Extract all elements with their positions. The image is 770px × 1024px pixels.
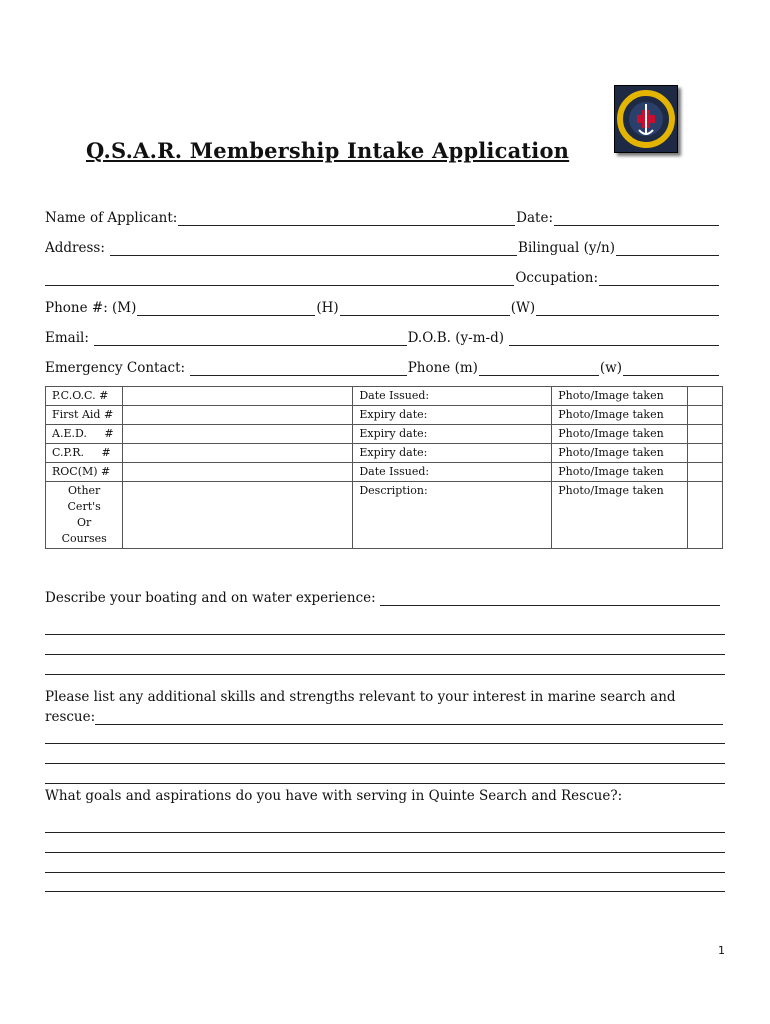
table-row bbox=[46, 387, 723, 406]
skills-answer-line[interactable] bbox=[45, 743, 725, 744]
skills-answer-line[interactable] bbox=[95, 710, 723, 725]
other-photo-cell: Photo/Image taken bbox=[552, 482, 688, 549]
cert-date-cell[interactable]: Date Issued: bbox=[353, 387, 552, 406]
other-description-cell[interactable]: Description: bbox=[353, 482, 552, 549]
email-field[interactable] bbox=[94, 331, 407, 346]
cert-photo-check-cell[interactable] bbox=[687, 406, 722, 425]
cert-photo-check-cell[interactable] bbox=[687, 463, 722, 482]
other-line1: Other bbox=[68, 484, 101, 497]
address-label: Address: bbox=[45, 240, 105, 256]
cert-number-cell[interactable] bbox=[123, 387, 353, 406]
boating-answer-line[interactable] bbox=[45, 654, 725, 655]
qsar-logo bbox=[614, 85, 678, 153]
skills-answer-line[interactable] bbox=[45, 763, 725, 764]
cert-photo-cell: Photo/Image taken bbox=[552, 463, 688, 482]
emergency-phone-m-label: Phone (m) bbox=[407, 360, 478, 376]
phone-home-label: (H) bbox=[316, 300, 339, 316]
cert-photo-cell: Photo/Image taken bbox=[552, 387, 688, 406]
bilingual-label: Bilingual (y/n) bbox=[518, 240, 615, 256]
emergency-phone-m-field[interactable] bbox=[479, 361, 599, 376]
phone-home-field[interactable] bbox=[340, 301, 510, 316]
address-line2-field[interactable] bbox=[45, 271, 514, 286]
applicant-name-row bbox=[45, 206, 720, 226]
cert-date-cell[interactable]: Expiry date: bbox=[353, 406, 552, 425]
page-title: Q.S.A.R. Membership Intake Application bbox=[86, 138, 570, 163]
table-row bbox=[46, 406, 723, 425]
table-row bbox=[46, 425, 723, 444]
table-row-other bbox=[46, 482, 723, 549]
address-field[interactable] bbox=[110, 241, 517, 256]
skills-question-label: rescue: bbox=[45, 709, 96, 725]
emergency-contact-label: Emergency Contact: bbox=[45, 360, 186, 376]
table-row bbox=[46, 444, 723, 463]
cert-photo-check-cell[interactable] bbox=[687, 387, 722, 406]
cert-photo-check-cell[interactable] bbox=[687, 425, 722, 444]
cert-name-cell: First Aid # bbox=[46, 406, 123, 425]
goals-answer-line[interactable] bbox=[45, 891, 725, 892]
applicant-name-label: Name of Applicant: bbox=[45, 210, 178, 226]
goals-answer-line[interactable] bbox=[45, 872, 725, 873]
address-row bbox=[45, 236, 720, 256]
phone-mobile-field[interactable] bbox=[137, 301, 315, 316]
phone-row bbox=[45, 296, 720, 316]
other-line4: Courses bbox=[61, 532, 107, 545]
cert-number-cell[interactable] bbox=[123, 444, 353, 463]
boating-question bbox=[45, 590, 720, 606]
cert-number-cell[interactable] bbox=[123, 463, 353, 482]
cert-name-cell: ROC(M) # bbox=[46, 463, 123, 482]
date-field[interactable] bbox=[554, 211, 719, 226]
occupation-field[interactable] bbox=[599, 271, 719, 286]
cert-date-cell[interactable]: Expiry date: bbox=[353, 444, 552, 463]
dob-field[interactable] bbox=[509, 331, 719, 346]
emergency-contact-field[interactable] bbox=[190, 361, 407, 376]
emergency-phone-w-label: (w) bbox=[599, 360, 622, 376]
cert-number-cell[interactable] bbox=[123, 406, 353, 425]
dob-label: D.O.B. (y-m-d) bbox=[407, 330, 504, 346]
phone-work-field[interactable] bbox=[536, 301, 719, 316]
skills-question-line1: Please list any additional skills and strengths relevant to your interest in marine search and bbox=[45, 689, 676, 705]
cert-photo-check-cell[interactable] bbox=[687, 444, 722, 463]
cert-name-cell: P.C.O.C. # bbox=[46, 387, 123, 406]
other-photo-check-cell[interactable] bbox=[687, 482, 722, 549]
boating-question-label: Describe your boating and on water experience: bbox=[45, 590, 376, 606]
email-row bbox=[45, 326, 720, 346]
boating-answer-line[interactable] bbox=[45, 674, 725, 675]
address-occupation-row bbox=[45, 266, 720, 286]
bilingual-field[interactable] bbox=[616, 241, 719, 256]
phone-mobile-label: Phone #: (M) bbox=[45, 300, 137, 316]
phone-work-label: (W) bbox=[510, 300, 536, 316]
page-number: 1 bbox=[718, 944, 725, 957]
table-row bbox=[46, 463, 723, 482]
goals-question: What goals and aspirations do you have with serving in Quinte Search and Rescue?: bbox=[45, 788, 623, 804]
boating-answer-line[interactable] bbox=[380, 591, 720, 606]
cert-number-cell[interactable] bbox=[123, 425, 353, 444]
email-label: Email: bbox=[45, 330, 89, 346]
goals-answer-line[interactable] bbox=[45, 832, 725, 833]
cert-name-cell: C.P.R. # bbox=[46, 444, 123, 463]
cert-name-cell: A.E.D. # bbox=[46, 425, 123, 444]
other-cert-name-cell[interactable] bbox=[123, 482, 353, 549]
cert-photo-cell: Photo/Image taken bbox=[552, 406, 688, 425]
occupation-label: Occupation: bbox=[515, 270, 598, 286]
skills-answer-line[interactable] bbox=[45, 783, 725, 784]
boating-answer-line[interactable] bbox=[45, 634, 725, 635]
cert-date-cell[interactable]: Expiry date: bbox=[353, 425, 552, 444]
cert-date-cell[interactable]: Date Issued: bbox=[353, 463, 552, 482]
skills-question bbox=[45, 709, 723, 725]
goals-answer-line[interactable] bbox=[45, 852, 725, 853]
date-label: Date: bbox=[516, 210, 553, 226]
other-line2: Cert's bbox=[67, 500, 101, 513]
cert-photo-cell: Photo/Image taken bbox=[552, 425, 688, 444]
logo-emblem-icon bbox=[615, 86, 677, 152]
emergency-contact-row bbox=[45, 356, 720, 376]
emergency-phone-w-field[interactable] bbox=[623, 361, 719, 376]
other-line3: Or bbox=[77, 516, 92, 529]
certifications-table bbox=[45, 386, 723, 549]
cert-photo-cell: Photo/Image taken bbox=[552, 444, 688, 463]
other-certs-cell bbox=[46, 482, 123, 549]
applicant-name-field[interactable] bbox=[178, 211, 515, 226]
